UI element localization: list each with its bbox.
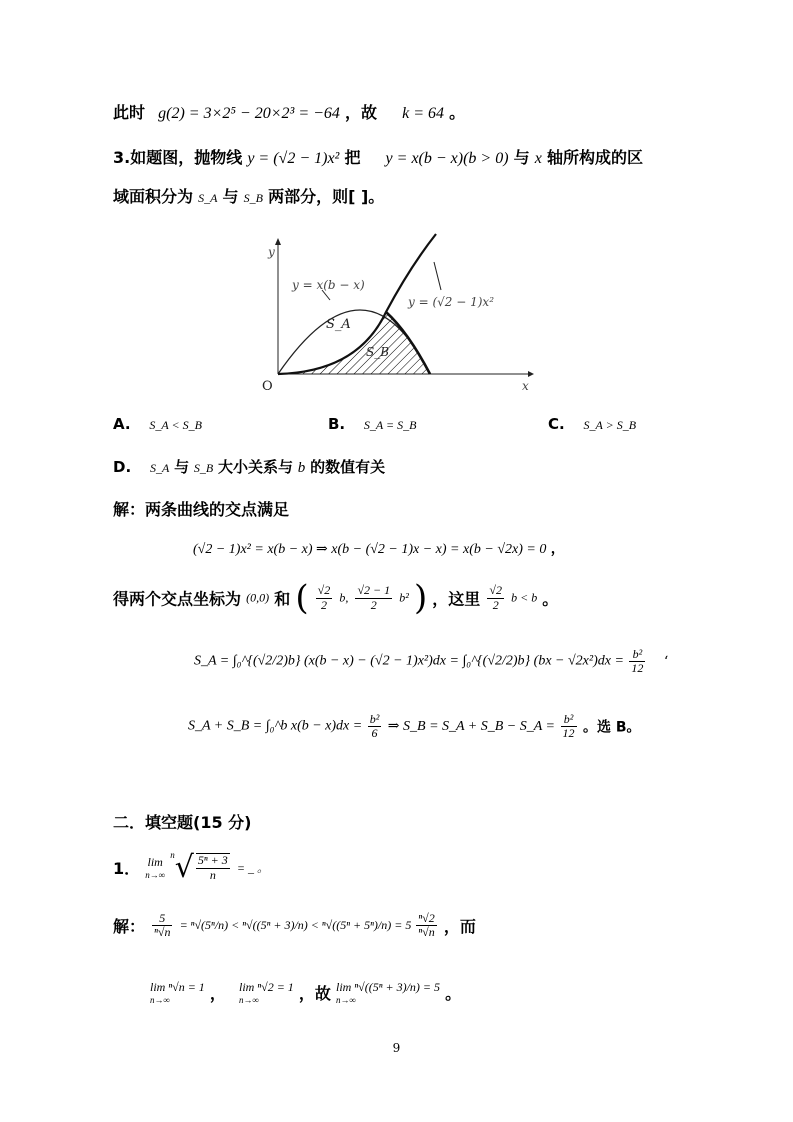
sum-integral: [188, 713, 641, 740]
option-a-label: A.: [113, 415, 131, 433]
here-den: 2: [492, 597, 499, 612]
fill1-final-sub: n→∞: [336, 995, 356, 1005]
x-axis-label: x: [522, 379, 529, 393]
fill1-sol-chain: = ⁿ√(5ⁿ/n) < ⁿ√((5ⁿ + 3)/n) < ⁿ√((5ⁿ + 5ⁿ)/n) = 5: [179, 918, 415, 933]
x-axis-arrow: [528, 371, 534, 377]
here-rest: b < b: [511, 590, 538, 605]
option-d-text-end: 的数值有关: [310, 458, 386, 476]
formula-sb: ⇒ S_B = S_A + S_B − S_A =: [387, 719, 559, 735]
option-a-text: S_A < S_B: [149, 418, 202, 432]
sa-result-den: 12: [631, 661, 644, 676]
point1-b: b,: [339, 590, 349, 605]
fill1-final-lim3: [336, 980, 440, 1005]
formula-intersection: (√2 − 1)x² = x(b − x) ⇒ x(b − (√2 − 1)x − x) = x(b − √2x) = 0: [193, 542, 547, 557]
fill1-solution-head: 解：: [113, 917, 146, 937]
q3-line2-post: 两部分，则[ ]。: [268, 187, 385, 206]
sa-result-frac: [629, 648, 645, 675]
here-frac: [487, 584, 504, 611]
question-3-line2: [113, 184, 384, 207]
fill1-lim-text: lim: [147, 855, 163, 869]
option-d: [113, 456, 385, 477]
area-figure: [258, 232, 538, 397]
formula-g2: g(2) = 3×2⁵ − 20×2³ = −64: [158, 105, 340, 122]
region-b-label: S_B: [366, 345, 390, 359]
q3-eq1: y = (√2 − 1)x²: [247, 150, 340, 167]
option-c-text: S_A > S_B: [583, 418, 637, 432]
fill1-sol-tail-num: ⁿ√2: [418, 911, 435, 925]
points-pre: 得两个交点坐标为: [113, 589, 242, 609]
option-d-and: 与: [174, 458, 190, 476]
fill1-radicand: [196, 853, 230, 881]
q3-mid2: 与: [513, 148, 530, 167]
q3-and: 与: [222, 187, 239, 206]
formula-sa: S_A = ∫₀^{(√2/2)b} (x(b − x) − (√2 − 1)x²)dx = ∫₀^{(√2/2)b} (bx − √2x²)dx =: [194, 653, 628, 669]
q3-prefix: 3.如题图，抛物线: [113, 148, 243, 167]
fill1-lim: [145, 855, 165, 880]
sum-frac: [368, 713, 382, 740]
origin-label: O: [262, 379, 273, 394]
text-sep: ，故: [345, 103, 378, 122]
fill1-lim-sub: n→∞: [145, 870, 166, 880]
formula-sum: S_A + S_B = ∫₀^b x(b − x)dx =: [188, 718, 366, 734]
point1-b2: b²: [399, 590, 409, 605]
line-g2: [113, 100, 465, 123]
region-a-label: S_A: [326, 317, 351, 332]
fill1-sol-frac: [152, 912, 172, 939]
fill1-final-end: 。: [445, 984, 462, 1003]
section-title-text: 二．填空题(15 分): [113, 813, 252, 832]
y-axis-label: y: [268, 245, 275, 259]
option-b-label: B.: [328, 415, 346, 433]
fill1-label: 1．: [113, 859, 141, 878]
option-b: [328, 415, 416, 433]
fill1-final-lim2: [239, 980, 294, 1005]
point1-y-frac: [355, 584, 392, 611]
fill1-solution: [113, 912, 476, 939]
option-d-b: b: [297, 460, 306, 476]
q3-xvar: x: [534, 150, 542, 167]
option-a: [113, 415, 202, 433]
fill1-sol-tail-frac: [416, 912, 436, 939]
here-num: √2: [489, 583, 502, 598]
fill1-radicand-num: 5ⁿ + 3: [197, 853, 228, 868]
option-c: [548, 415, 636, 433]
fill1-lim2: lim ⁿ√2 = 1: [239, 980, 294, 994]
option-b-text: S_A = S_B: [363, 418, 417, 432]
solution-head: [113, 497, 289, 520]
fill1-lim1: lim ⁿ√n = 1: [150, 980, 205, 994]
q3-mid1: 把: [344, 148, 361, 167]
sb-num: b²: [561, 713, 577, 727]
q3-eq2: y = x(b − x)(b > 0): [385, 150, 509, 167]
option-d-sa: S_A: [149, 461, 170, 475]
intersection-equation: [193, 538, 565, 558]
solution-head-text: 解：两条曲线的交点满足: [113, 500, 290, 519]
question-3-line1: [113, 145, 643, 168]
points-and: 和: [274, 589, 291, 609]
q3-line2-pre: 域面积分为: [113, 187, 194, 206]
point1-y-den: 2: [370, 597, 377, 612]
q3-sa: S_A: [198, 191, 218, 205]
fill-question-1: 1． lim n→∞ $^n$√ $\frac{\text{5ⁿ + 3}}{n}$ = _ 。: [113, 850, 269, 885]
fill1-sep: ，: [209, 984, 226, 1003]
sum-num: b²: [369, 712, 380, 726]
sum-den: 6: [371, 726, 378, 741]
point1-x-frac: [316, 584, 333, 611]
q3-mid3: 轴所构成的区: [546, 148, 643, 167]
curve2-label: y = (√2 − 1)x²: [408, 295, 495, 309]
fill1-therefore: ，故: [298, 984, 331, 1003]
sa-end: ‘: [663, 653, 669, 670]
fill1-radicand-den: n: [209, 867, 216, 882]
fill1-final-lim1: [150, 980, 205, 1005]
text-end: 。: [449, 103, 466, 122]
area-diagram: [258, 232, 538, 397]
fill1-sol-num: 5: [152, 912, 172, 926]
curve1-label: y = x(b − x): [292, 278, 365, 292]
formula-k: k = 64: [402, 105, 445, 122]
text-lead: 此时: [113, 103, 146, 122]
page-number: 9: [392, 1041, 401, 1055]
fill1-rest: = _ 。: [236, 861, 269, 875]
option-d-label: D.: [113, 458, 132, 476]
option-c-label: C.: [548, 415, 565, 433]
option-d-sb: S_B: [193, 461, 214, 475]
sa-result-num: b²: [629, 648, 645, 662]
fill1-sol-tail-end: ，而: [443, 917, 476, 937]
y-axis-arrow: [275, 238, 281, 245]
here-end: 。: [542, 589, 559, 609]
sb-den: 12: [562, 726, 575, 741]
fill1-final: [150, 980, 461, 1005]
leader-curve2: [434, 262, 441, 290]
points-line: 得两个交点坐标为 (0,0) 和 ( $\frac{√2}{2}$ b, $\frac{√2 - 1}{2}$ b² ) ，这里 $\frac{√2}{2}$ b < b 。: [113, 578, 559, 618]
point1-y-num: √2 − 1: [357, 583, 391, 598]
fill1-lim1-sub: n→∞: [150, 995, 170, 1005]
fill1-root-index: n: [170, 850, 175, 860]
intersection-end: ，: [550, 541, 565, 557]
q3-sb: S_B: [243, 191, 263, 205]
answer-choice: 。选 B。: [582, 719, 641, 736]
fill1-sol-den: ⁿ√n: [154, 925, 171, 940]
option-d-text: 大小关系与: [217, 458, 293, 476]
fill1-final-formula: lim ⁿ√((5ⁿ + 3)/n) = 5: [336, 980, 440, 994]
sb-frac: [561, 713, 577, 740]
fill1-sol-tail-den: ⁿ√n: [418, 925, 435, 940]
region-sb: [278, 312, 430, 374]
sa-integral: [194, 648, 668, 675]
point1-x-num: √2: [317, 583, 331, 598]
points-mid: ，这里: [432, 589, 481, 609]
point-origin: (0,0): [246, 590, 270, 605]
section-title: [113, 810, 251, 833]
fill1-lim2-sub: n→∞: [239, 995, 259, 1005]
point1-x-den: 2: [320, 597, 327, 612]
